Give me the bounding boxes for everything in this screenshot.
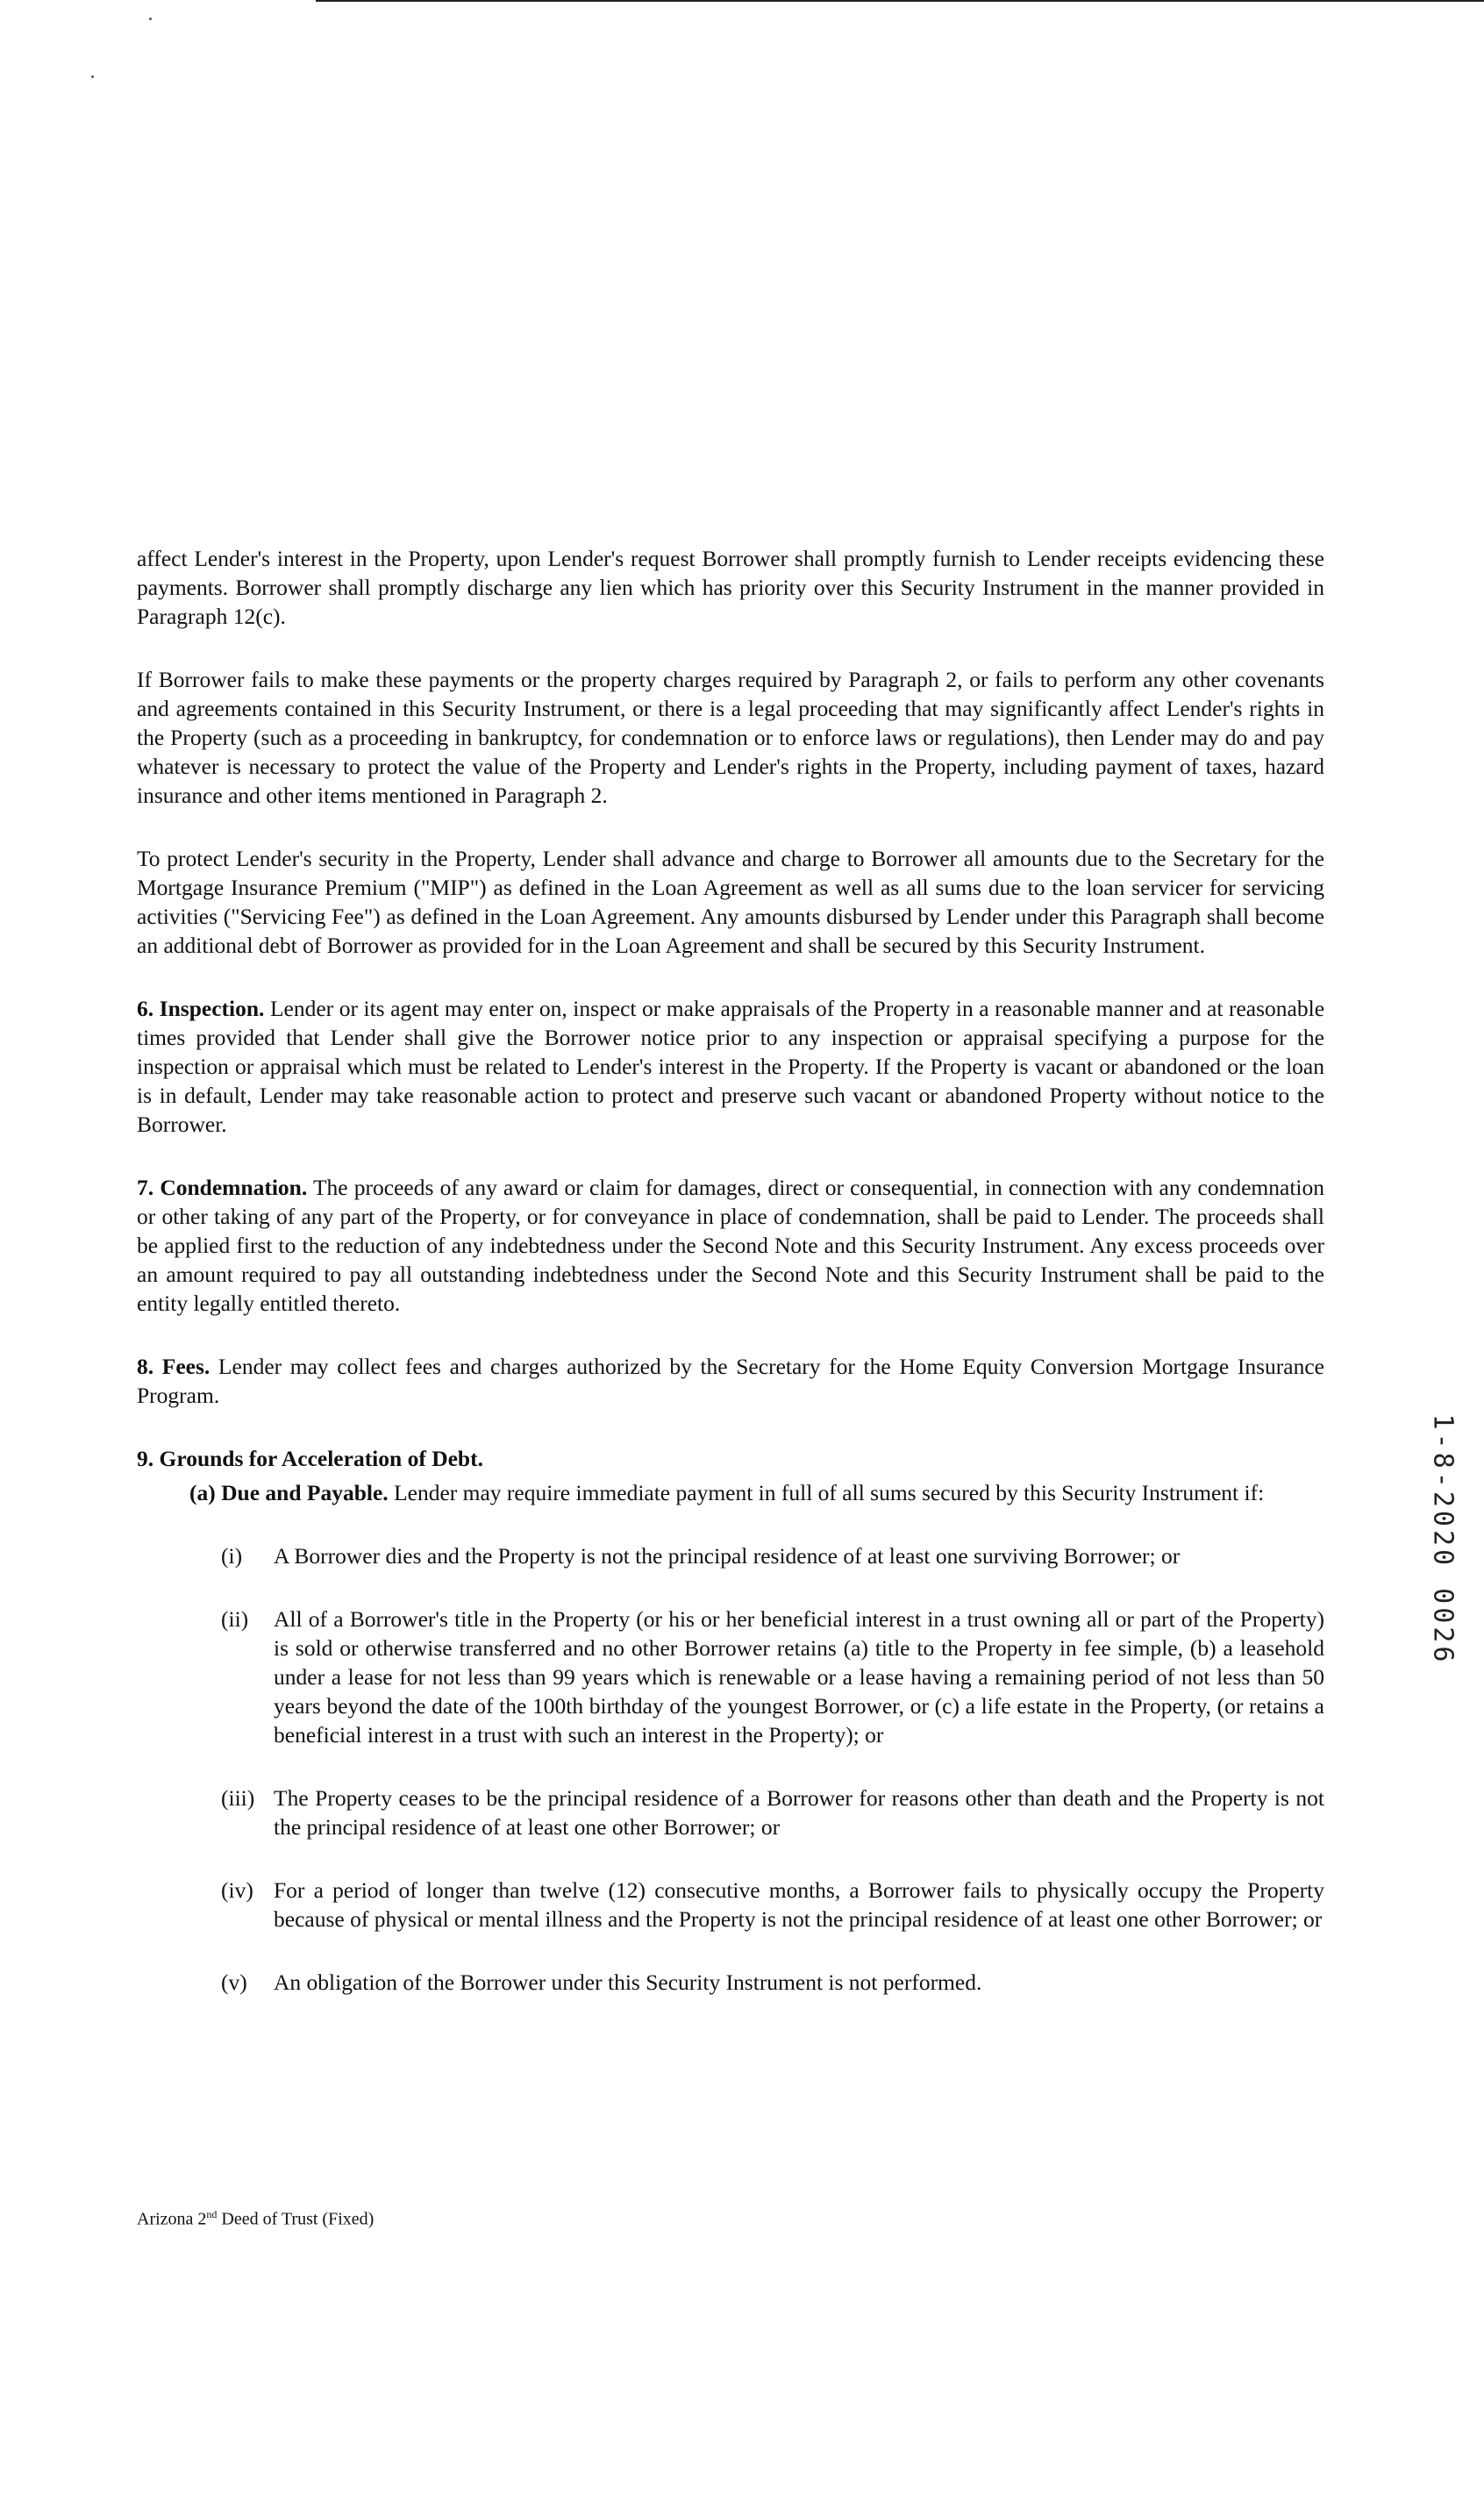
list-item-number: (v) <box>221 1970 247 1995</box>
section-text: Lender or its agent may enter on, inspect or make appraisals of the Property in a reasonable manner and at reasonable times provided that Lender shall give the Borrower notice prior to any inspection or appraisal specifying a purpose for the inspection or appraisal which must be related to Lender's interest in the Property. If the Property is vacant or abandoned or the loan is in default, Lender may take reasonable action to protect and preserve such vacant or abandoned Property without notice to the Borrower. <box>137 996 1325 1137</box>
section-heading: 6. Inspection. <box>137 996 265 1021</box>
list-item <box>137 1541 1324 1570</box>
subsection-text: Lender may require immediate payment in full of all sums secured by this Security Instrument if: <box>394 1480 1265 1505</box>
subsection-heading: Due and Payable. <box>221 1480 389 1505</box>
section-text: The proceeds of any award or claim for damages, direct or consequential, in connection with any condemnation or other taking of any part of the Property, or for conveyance in place of condemnation, shall be paid to Lender. The proceeds shall be applied first to the reduction of any indebtedness under the Second Note and this Security Instrument. Any excess proceeds over an amount required to pay all outstanding indebtedness under the Second Note and this Security Instrument shall be paid to the entity legally entitled thereto. <box>137 1175 1324 1316</box>
footer-superscript: nd <box>206 2208 218 2220</box>
section-heading: 8. Fees. <box>137 1354 210 1379</box>
subsection-label: (a) <box>189 1480 216 1505</box>
recording-stamp: 1-8-2020 0026 <box>1427 1413 1459 1666</box>
subsection-due-and-payable <box>137 1478 1324 1507</box>
list-item-number: (iii) <box>221 1785 255 1811</box>
page-footer <box>137 2204 374 2230</box>
list-item <box>137 1784 1324 1841</box>
section-fees <box>137 1352 1324 1410</box>
footer-suffix: Deed of Trust (Fixed) <box>217 2209 375 2229</box>
document-body <box>137 544 1324 1997</box>
list-item-text: The Property ceases to be the principal residence of a Borrower for reasons other than death and the Property is not the principal residence of at least one other Borrower; or <box>274 1785 1324 1840</box>
section-text: Lender may collect fees and charges authorized by the Secretary for the Home Equity Conversion Mortgage Insurance Program. <box>137 1354 1324 1408</box>
list-item-text: All of a Borrower's title in the Property (or his or her beneficial interest in a trust owning all or part of the Property) is sold or otherwise transferred and no other Borrower retains (a) title to the Property in fee simple, (b) a leasehold under a lease for not less than 99 years which is renewable or a lease having a remaining period of not less than 50 years beyond the date of the 100th birthday of the youngest Borrower, or (c) a life estate in the Property, (or retains a beneficial interest in a trust with such an interest in the Property); or <box>274 1606 1324 1748</box>
section-condemnation <box>137 1173 1324 1318</box>
scan-speck <box>149 18 152 20</box>
list-item-text: An obligation of the Borrower under this Security Instrument is not performed. <box>274 1970 982 1995</box>
list-item <box>137 1968 1324 1997</box>
list-item-text: For a period of longer than twelve (12) consecutive months, a Borrower fails to physically occupy the Property because of physical or mental illness and the Property is not the principal residence of at least one other Borrower; or <box>274 1877 1324 1932</box>
list-item-text: A Borrower dies and the Property is not the principal residence of at least one surviving Borrower; or <box>274 1543 1181 1569</box>
list-item-number: (i) <box>221 1543 243 1569</box>
footer-prefix: Arizona 2 <box>137 2209 207 2229</box>
section-grounds-heading: 9. Grounds for Acceleration of Debt. <box>137 1446 483 1471</box>
section-heading: 7. Condemnation. <box>137 1175 308 1200</box>
section-inspection <box>137 994 1324 1139</box>
paragraph-receipts: affect Lender's interest in the Property, upon Lender's request Borrower shall promptly furnish to Lender receipts evidencing these payments. Borrower shall promptly discharge any lien which has priority over this Security Instrument in the manner provided in Paragraph 12(c). <box>137 546 1324 629</box>
paragraph-protect-security: To protect Lender's security in the Property, Lender shall advance and charge to Borrower all amounts due to the Secretary for the Mortgage Insurance Premium ("MIP") as defined in the Loan Agreement as well as all sums due to the loan servicer for servicing activities ("Servicing Fee") as defined in the Loan Agreement. Any amounts disbursed by Lender under this Paragraph shall become an additional debt of Borrower as provided for in the Loan Agreement and shall be secured by this Security Instrument. <box>137 846 1324 958</box>
top-border-line <box>316 0 1484 2</box>
list-item-number: (ii) <box>221 1606 249 1632</box>
list-item <box>137 1605 1324 1749</box>
scan-speck <box>91 75 94 78</box>
paragraph-borrower-fails: If Borrower fails to make these payments or the property charges required by Paragraph 2, or fails to perform any other covenants and agreements contained in this Security Instrument, or there is a legal proceeding that may significantly affect Lender's rights in the Property (such as a proceeding in bankruptcy, for condemnation or to enforce laws or regulations), then Lender may do and pay whatever is necessary to protect the value of the Property and Lender's rights in the Property, including payment of taxes, hazard insurance and other items mentioned in Paragraph 2. <box>137 667 1324 808</box>
list-item <box>137 1876 1324 1934</box>
list-item-number: (iv) <box>221 1877 253 1903</box>
